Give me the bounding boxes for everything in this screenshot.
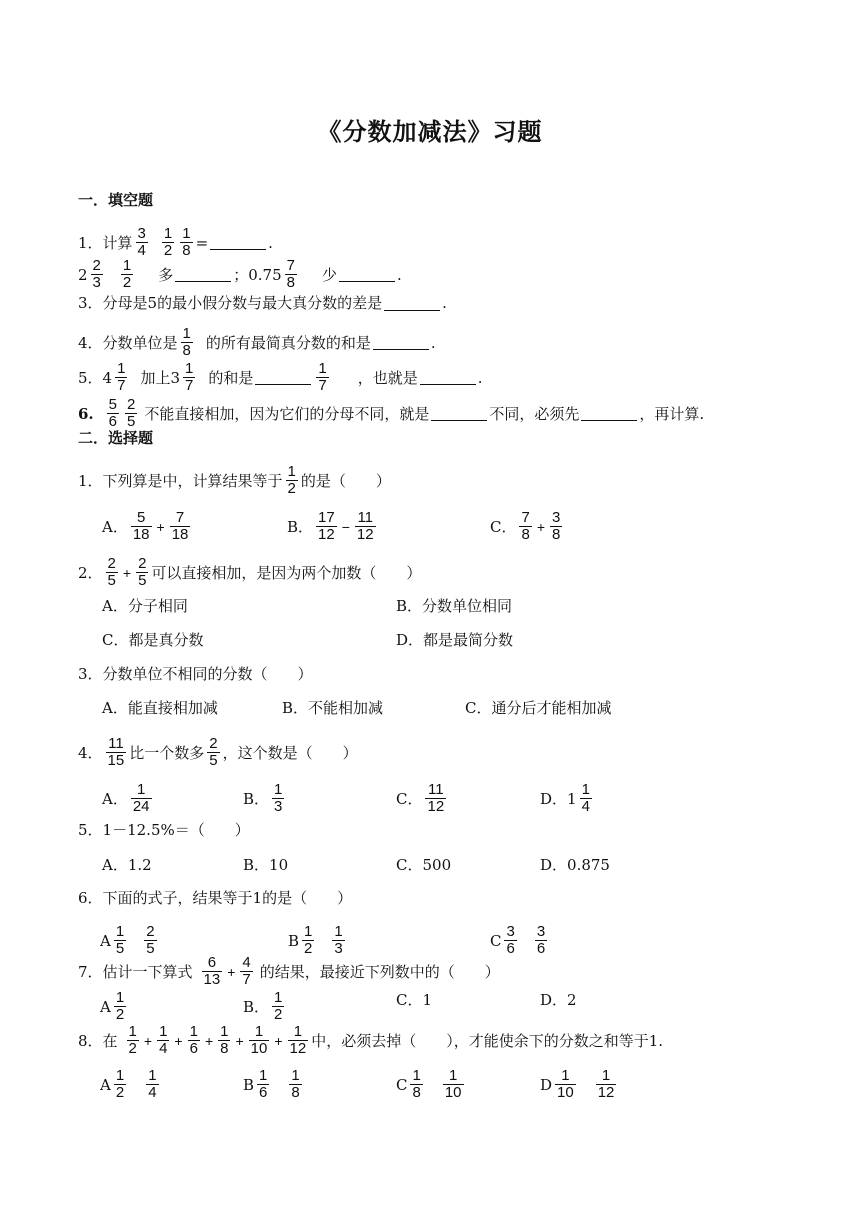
fraction: $\frac{3}{6}$ bbox=[506, 923, 515, 957]
fraction: $\frac{1}{3}$ bbox=[334, 923, 343, 957]
fraction: $\frac{1}{8}$ bbox=[291, 1067, 300, 1101]
fraction: $\frac{1}{12}$ bbox=[289, 1023, 307, 1057]
fraction: $\frac{2}{5}$ bbox=[209, 735, 218, 769]
fraction: $\frac{5}{6}$ bbox=[108, 396, 118, 430]
fraction: $\frac{1}{8}$ bbox=[412, 1067, 421, 1101]
choice-question-6: 6．下面的式子，结果等于1的是（ ） bbox=[78, 889, 353, 907]
answer-blank[interactable] bbox=[384, 296, 440, 311]
choice-4-option-a[interactable]: A． $\frac{1}{24}$ bbox=[102, 781, 150, 815]
section-fill-heading: 一．填空题 bbox=[78, 191, 154, 209]
fill-question-2: 2 $\frac{2}{3}$ $\frac{1}{2}$ 多 ；0.75 $\frac{7}{8}$ 少 . bbox=[78, 257, 402, 291]
fraction: $\frac{1}{6}$ bbox=[189, 1023, 198, 1057]
fraction: $\frac{7}{8}$ bbox=[521, 509, 530, 543]
choice-question-3: 3．分数单位不相同的分数（ ） bbox=[78, 665, 313, 683]
fraction: $\frac{3}{4}$ bbox=[137, 225, 146, 259]
section-choice-heading: 二．选择题 bbox=[78, 429, 154, 447]
choice-5-option-b[interactable]: B．10 bbox=[243, 856, 289, 874]
fraction: $\frac{1}{2}$ bbox=[163, 225, 173, 259]
choice-7-option-b[interactable]: B． $\frac{1}{2}$ bbox=[243, 989, 283, 1023]
answer-blank[interactable] bbox=[255, 370, 311, 385]
choice-8-option-a[interactable]: A $\frac{1}{2}$ $\frac{1}{4}$ bbox=[100, 1067, 157, 1101]
choice-8-option-d[interactable]: D $\frac{1}{10}$ $\frac{1}{12}$ bbox=[540, 1067, 615, 1101]
fraction: $\frac{11}{15}$ bbox=[107, 735, 125, 769]
question-number: 6. bbox=[78, 404, 94, 423]
fraction: $\frac{1}{24}$ bbox=[132, 781, 150, 815]
choice-question-5: 5．1－12.5%＝（ ） bbox=[78, 821, 250, 839]
fraction: $\frac{3}{6}$ bbox=[536, 923, 546, 957]
question-text: 5．4 bbox=[78, 368, 113, 387]
fraction: $\frac{2}{5}$ bbox=[138, 555, 147, 589]
choice-question-1: 1．下列算是中，计算结果等于 $\frac{1}{2}$ 的是（ ） bbox=[78, 463, 391, 497]
fraction: $\frac{1}{2}$ bbox=[287, 463, 296, 497]
fraction: $\frac{1}{2}$ bbox=[274, 989, 283, 1023]
fraction: $\frac{1}{2}$ bbox=[122, 257, 132, 291]
choice-1-option-c[interactable]: C． $\frac{7}{8}$ + $\frac{3}{8}$ bbox=[490, 509, 561, 543]
fraction: $\frac{1}{2}$ bbox=[304, 923, 313, 957]
fraction: $\frac{2}{3}$ bbox=[92, 257, 101, 291]
fraction: $\frac{17}{12}$ bbox=[318, 509, 335, 543]
choice-6-option-c[interactable]: C $\frac{3}{6}$ $\frac{3}{6}$ bbox=[490, 923, 546, 957]
fraction: $\frac{5}{18}$ bbox=[132, 509, 150, 543]
fraction: $\frac{2}{5}$ bbox=[107, 555, 116, 589]
choice-8-option-b[interactable]: B $\frac{1}{6}$ $\frac{1}{8}$ bbox=[243, 1067, 300, 1101]
fraction: $\frac{1}{8}$ bbox=[220, 1023, 229, 1057]
answer-blank[interactable] bbox=[431, 406, 487, 421]
choice-3-option-b[interactable]: B．不能相加减 bbox=[282, 699, 384, 717]
fill-question-3: 3．分母是5的最小假分数与最大真分数的差是 . bbox=[78, 294, 447, 312]
fraction: $\frac{1}{7}$ bbox=[184, 360, 194, 394]
choice-question-2: 2． $\frac{2}{5}$ + $\frac{2}{5}$ 可以直接相加，是因为两个加数（ ） bbox=[78, 555, 422, 589]
choice-question-4: 4． $\frac{11}{15}$ 比一个数多 $\frac{2}{5}$ ，这个数是（ ） bbox=[78, 735, 358, 769]
question-number: 2． bbox=[78, 563, 103, 582]
question-text: 7．估计一下算式 bbox=[78, 962, 193, 981]
choice-7-option-a[interactable]: A $\frac{1}{2}$ bbox=[100, 989, 125, 1023]
question-text: 4．分数单位是 bbox=[78, 333, 178, 352]
choice-6-option-b[interactable]: B $\frac{1}{2}$ $\frac{1}{3}$ bbox=[288, 923, 343, 957]
answer-blank[interactable] bbox=[581, 406, 637, 421]
choice-5-option-c[interactable]: C．500 bbox=[396, 856, 452, 874]
answer-blank[interactable] bbox=[420, 370, 476, 385]
fraction: $\frac{1}{4}$ bbox=[148, 1067, 157, 1101]
choice-7-option-c[interactable]: C．1 bbox=[396, 991, 433, 1009]
fraction: $\frac{3}{8}$ bbox=[552, 509, 561, 543]
choice-3-option-a[interactable]: A．能直接相加减 bbox=[102, 699, 218, 717]
fraction: $\frac{1}{2}$ bbox=[115, 1067, 125, 1101]
fraction: $\frac{1}{4}$ bbox=[581, 781, 590, 815]
choice-4-option-b[interactable]: B． $\frac{1}{3}$ bbox=[243, 781, 283, 815]
choice-4-option-c[interactable]: C． $\frac{11}{12}$ bbox=[396, 781, 445, 815]
choice-2-option-b[interactable]: B．分数单位相同 bbox=[396, 597, 513, 615]
fraction: $\frac{1}{5}$ bbox=[115, 923, 125, 957]
fraction: $\frac{1}{2}$ bbox=[128, 1023, 137, 1057]
choice-5-option-d[interactable]: D．0.875 bbox=[540, 856, 610, 874]
equals-sign: = bbox=[195, 233, 209, 252]
answer-blank[interactable] bbox=[175, 267, 231, 282]
fraction: $\frac{11}{12}$ bbox=[427, 781, 445, 815]
fraction: $\frac{6}{13}$ bbox=[203, 954, 221, 988]
question-text: 3．分母是5的最小假分数与最大真分数的差是 bbox=[78, 294, 383, 312]
choice-1-option-b[interactable]: B． $\frac{17}{12}$ − $\frac{11}{12}$ bbox=[287, 509, 374, 543]
fraction: $\frac{2}{5}$ bbox=[146, 923, 155, 957]
question-text: 1．计算 bbox=[78, 233, 133, 252]
question-text: 1．下列算是中，计算结果等于 bbox=[78, 471, 283, 490]
fraction: $\frac{1}{4}$ bbox=[159, 1023, 168, 1057]
choice-4-option-d[interactable]: D．1 $\frac{1}{4}$ bbox=[540, 781, 590, 815]
fraction: $\frac{1}{10}$ bbox=[250, 1023, 268, 1057]
question-text: 8．在 bbox=[78, 1031, 118, 1050]
choice-6-option-a[interactable]: A $\frac{1}{5}$ $\frac{2}{5}$ bbox=[100, 923, 155, 957]
choice-question-8: 8．在 $\frac{1}{2}$ + $\frac{1}{4}$ + $\frac{1}{6}$ + $\frac{1}{8}$ + $\frac{1}{10}$ + $\frac{1}{12}$ 中，必须去掉（ ），才能使余下的分数之和等于1. bbox=[78, 1023, 664, 1057]
choice-2-option-a[interactable]: A．分子相同 bbox=[102, 597, 188, 615]
fraction: $\frac{4}{7}$ bbox=[242, 954, 251, 988]
page-title: 《分数加减法》习题 bbox=[317, 117, 543, 146]
question-number: 4． bbox=[78, 743, 103, 762]
fraction: $\frac{1}{3}$ bbox=[274, 781, 283, 815]
fraction: $\frac{11}{12}$ bbox=[356, 509, 374, 543]
choice-3-option-c[interactable]: C．通分后才能相加减 bbox=[465, 699, 612, 717]
choice-8-option-c[interactable]: C $\frac{1}{8}$ $\frac{1}{10}$ bbox=[396, 1067, 462, 1101]
fraction: $\frac{1}{12}$ bbox=[597, 1067, 615, 1101]
fill-question-5: 5．4 $\frac{1}{7}$ 加上3 $\frac{1}{7}$ 的和是 $\frac{1}{7}$ ，也就是 . bbox=[78, 360, 483, 394]
answer-blank[interactable] bbox=[210, 235, 266, 250]
choice-1-option-a[interactable]: A． $\frac{5}{18}$ + $\frac{7}{18}$ bbox=[102, 509, 189, 543]
fraction: $\frac{7}{18}$ bbox=[171, 509, 189, 543]
fraction: $\frac{1}{2}$ bbox=[115, 989, 125, 1023]
fraction: $\frac{1}{7}$ bbox=[117, 360, 126, 394]
fill-question-1: 1．计算 $\frac{3}{4}$ $\frac{1}{2}$ $\frac{1}{8}$ = . bbox=[78, 225, 273, 259]
choice-5-option-a[interactable]: A．1.2 bbox=[102, 856, 152, 874]
fill-question-4: 4．分数单位是 $\frac{1}{8}$ 的所有最简真分数的和是 . bbox=[78, 325, 436, 359]
fraction: $\frac{7}{8}$ bbox=[286, 257, 295, 291]
fraction: $\frac{1}{8}$ bbox=[182, 325, 191, 359]
fraction: $\frac{1}{6}$ bbox=[259, 1067, 268, 1101]
choice-2-option-c[interactable]: C．都是真分数 bbox=[102, 631, 204, 649]
choice-7-option-d[interactable]: D．2 bbox=[540, 991, 577, 1009]
answer-blank[interactable] bbox=[373, 335, 429, 350]
fill-question-6: 6. $\frac{5}{6}$ $\frac{2}{5}$ 不能直接相加，因为它们的分母不同，就是 不同，必须先 ，再计算. bbox=[78, 396, 705, 430]
answer-blank[interactable] bbox=[339, 267, 395, 282]
question-text: 2 bbox=[78, 265, 88, 284]
fraction: $\frac{1}{7}$ bbox=[318, 360, 327, 394]
choice-question-7: 7．估计一下算式 $\frac{6}{13}$ + $\frac{4}{7}$ 的结果，最接近下列数中的（ ） bbox=[78, 954, 500, 988]
choice-2-option-d[interactable]: D．都是最简分数 bbox=[396, 631, 514, 649]
fraction: $\frac{1}{10}$ bbox=[557, 1067, 574, 1101]
fraction: $\frac{1}{8}$ bbox=[182, 225, 191, 259]
fraction: $\frac{2}{5}$ bbox=[127, 396, 136, 430]
fraction: $\frac{1}{10}$ bbox=[444, 1067, 462, 1101]
